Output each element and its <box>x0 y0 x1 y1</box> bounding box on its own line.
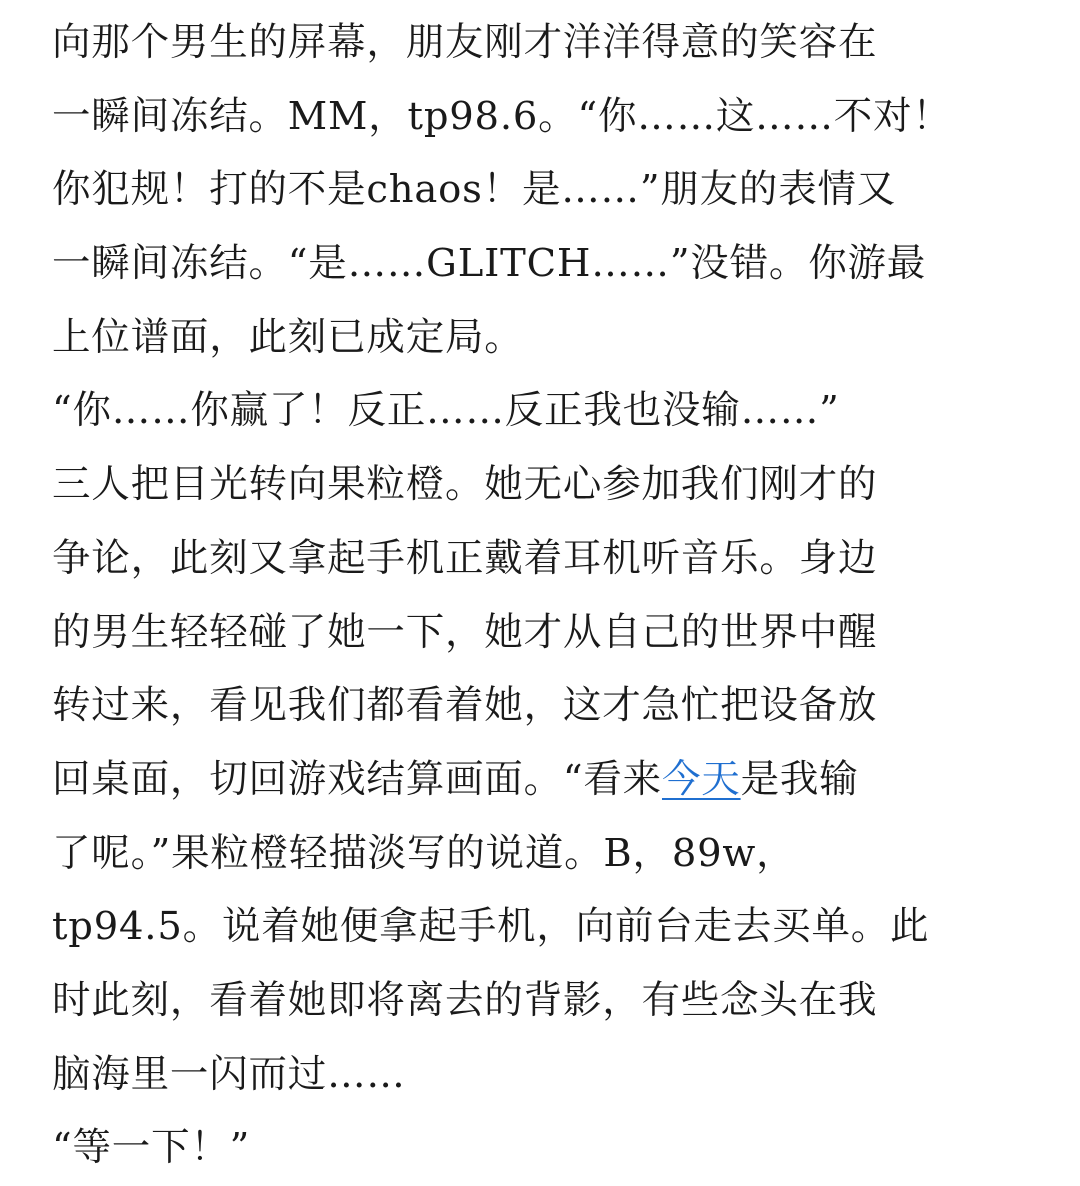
text-line-11 <box>52 743 1042 817</box>
line-text: “等一下！” <box>52 1125 251 1171</box>
line-text: 是我输 <box>740 756 859 802</box>
text-line-7 <box>52 448 1042 522</box>
text-line-15 <box>52 1038 1042 1112</box>
line-text: 争论，此刻又拿起手机正戴着耳机听音乐。身边 <box>52 535 878 581</box>
line-text: 一瞬间冻结。“是……GLITCH……”没错。你游最 <box>52 241 927 287</box>
line-text: 回桌面，切回游戏结算画面。“看来 <box>52 756 662 802</box>
line-text: 脑海里一闪而过…… <box>52 1051 406 1097</box>
text-line-4 <box>52 227 1042 301</box>
text-line-3 <box>52 153 1042 227</box>
line-text: 上位谱面，此刻已成定局。 <box>52 314 524 360</box>
article-body <box>52 6 1042 1185</box>
line-text: 向那个男生的屏幕，朋友刚才洋洋得意的笑容在 <box>52 20 878 65</box>
line-text: 时此刻，看着她即将离去的背影，有些念头在我 <box>52 977 878 1023</box>
line-text: 的男生轻轻碰了她一下，她才从自己的世界中醒 <box>52 609 878 655</box>
text-line-1 <box>52 6 1042 80</box>
line-text: “你……你赢了！反正……反正我也没输……” <box>52 388 840 434</box>
text-line-16 <box>52 1111 1042 1185</box>
keyword-link-jintian[interactable]: 今天 <box>661 756 741 802</box>
text-line-8 <box>52 522 1042 596</box>
text-line-14 <box>52 964 1042 1038</box>
line-text: 一瞬间冻结。MM，tp98.6。“你……这……不对！ <box>52 93 952 139</box>
line-text: 三人把目光转向果粒橙。她无心参加我们刚才的 <box>52 462 878 508</box>
text-line-9 <box>52 596 1042 670</box>
text-line-10 <box>52 669 1042 743</box>
text-line-2 <box>52 80 1042 154</box>
line-text: 转过来，看见我们都看着她，这才急忙把设备放 <box>52 683 878 729</box>
line-text: tp94.5。说着她便拿起手机，向前台走去买单。此 <box>52 904 930 950</box>
text-line-5 <box>52 301 1042 375</box>
text-line-13 <box>52 890 1042 964</box>
line-text: 你犯规！打的不是chaos！是……”朋友的表情又 <box>52 167 897 213</box>
text-line-12 <box>52 817 1042 891</box>
text-line-6 <box>52 374 1042 448</box>
line-text: 了呢。”果粒橙轻描淡写的说道。B，89w， <box>52 830 796 876</box>
